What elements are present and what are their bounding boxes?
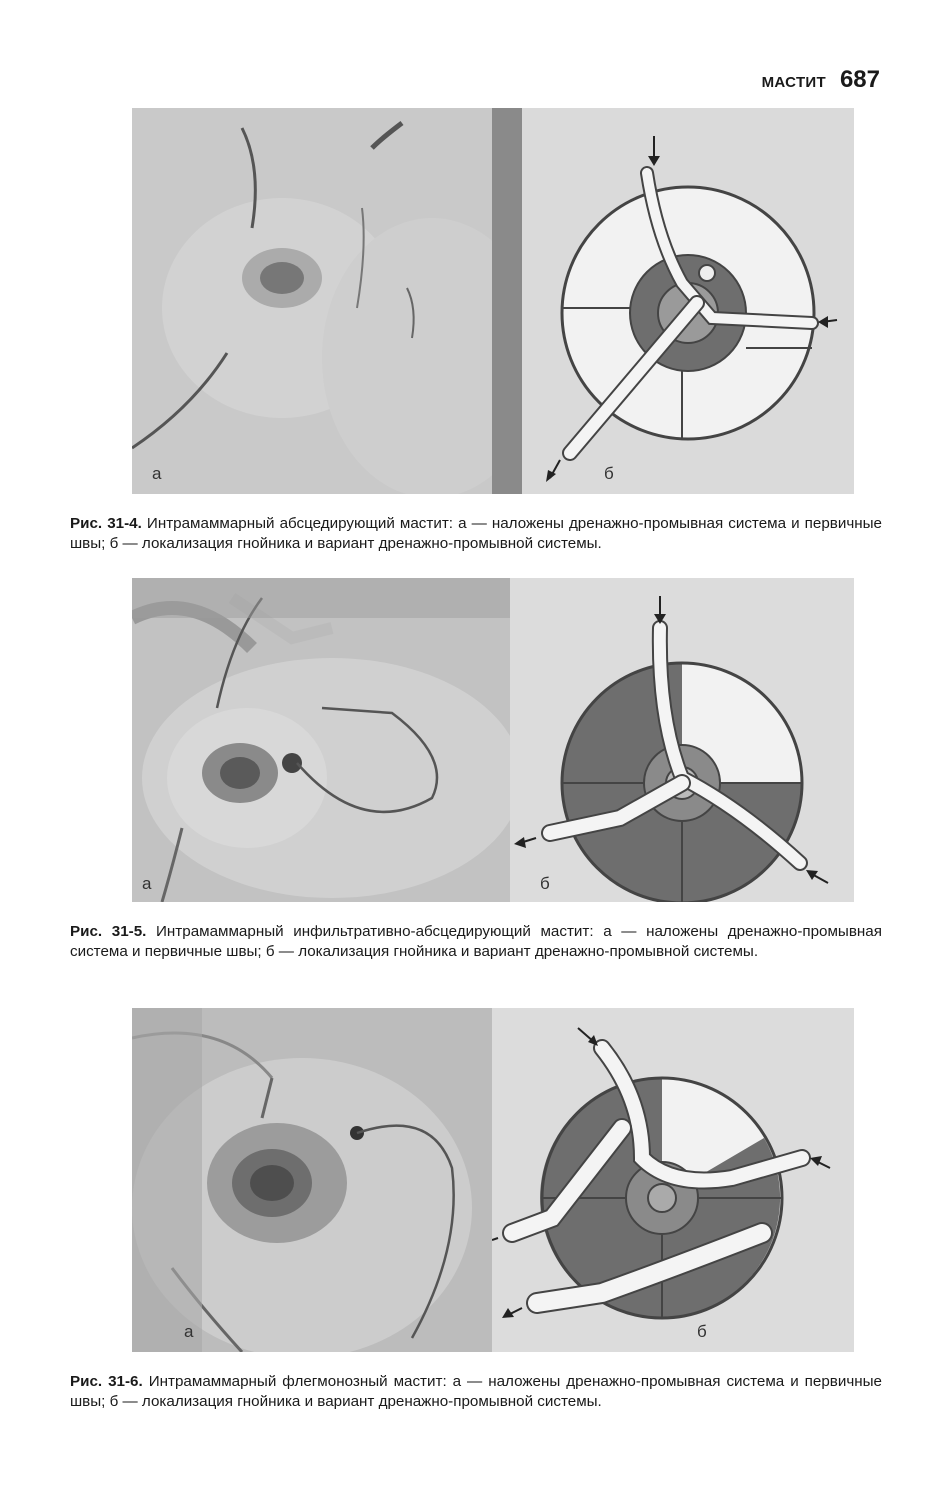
page-number: 687 — [839, 66, 880, 93]
drainage-diagram — [522, 108, 854, 494]
caption-31-6 — [70, 1372, 882, 1412]
diagram-panel-b — [492, 1008, 854, 1352]
panel-label-b: б — [697, 1322, 707, 1341]
section-title: МАСТИТ — [761, 74, 826, 91]
figure-number: Рис. 31-5. — [70, 923, 147, 940]
diagram-panel-b — [510, 578, 854, 902]
figure-number: Рис. 31-4. — [70, 515, 142, 532]
caption-text: Интрамаммарный инфильтративно-абсцедирующий мастит: а — наложены дренажно-промывная система и первичные швы; б — локализация гнойника и вариант дренажно-промывной системы. — [70, 923, 882, 960]
figure-31-4 — [132, 108, 854, 494]
panel-label-a: а — [184, 1322, 194, 1341]
panel-label-b: б — [540, 874, 550, 893]
figure-31-5 — [132, 578, 854, 902]
panel-label-b: б — [604, 464, 614, 483]
panel-label-a: а — [142, 874, 152, 893]
clinical-photo — [132, 108, 522, 494]
clinical-photo — [132, 1008, 492, 1352]
caption-31-5 — [70, 922, 882, 962]
figure-number: Рис. 31-6. — [70, 1373, 143, 1390]
running-head — [762, 66, 880, 94]
caption-31-4 — [70, 514, 882, 554]
figure-31-6 — [132, 1008, 854, 1352]
drainage-diagram — [510, 578, 854, 902]
caption-text: Интрамаммарный флегмонозный мастит: а — наложены дренажно-промывная система и первичные швы; б — локализация гнойника и вариант дренажно-промывной системы. — [70, 1373, 882, 1410]
photo-panel-a — [132, 578, 510, 902]
diagram-panel-b — [522, 108, 854, 494]
panel-label-a: а — [152, 464, 162, 483]
drainage-diagram — [492, 1008, 854, 1352]
photo-panel-a — [132, 108, 522, 494]
photo-panel-a — [132, 1008, 492, 1352]
clinical-photo — [132, 578, 510, 902]
caption-text: Интрамаммарный абсцедирующий мастит: а — наложены дренажно-промывная система и первичные швы; б — локализация гнойника и вариант дренажно-промывной системы. — [70, 515, 882, 552]
